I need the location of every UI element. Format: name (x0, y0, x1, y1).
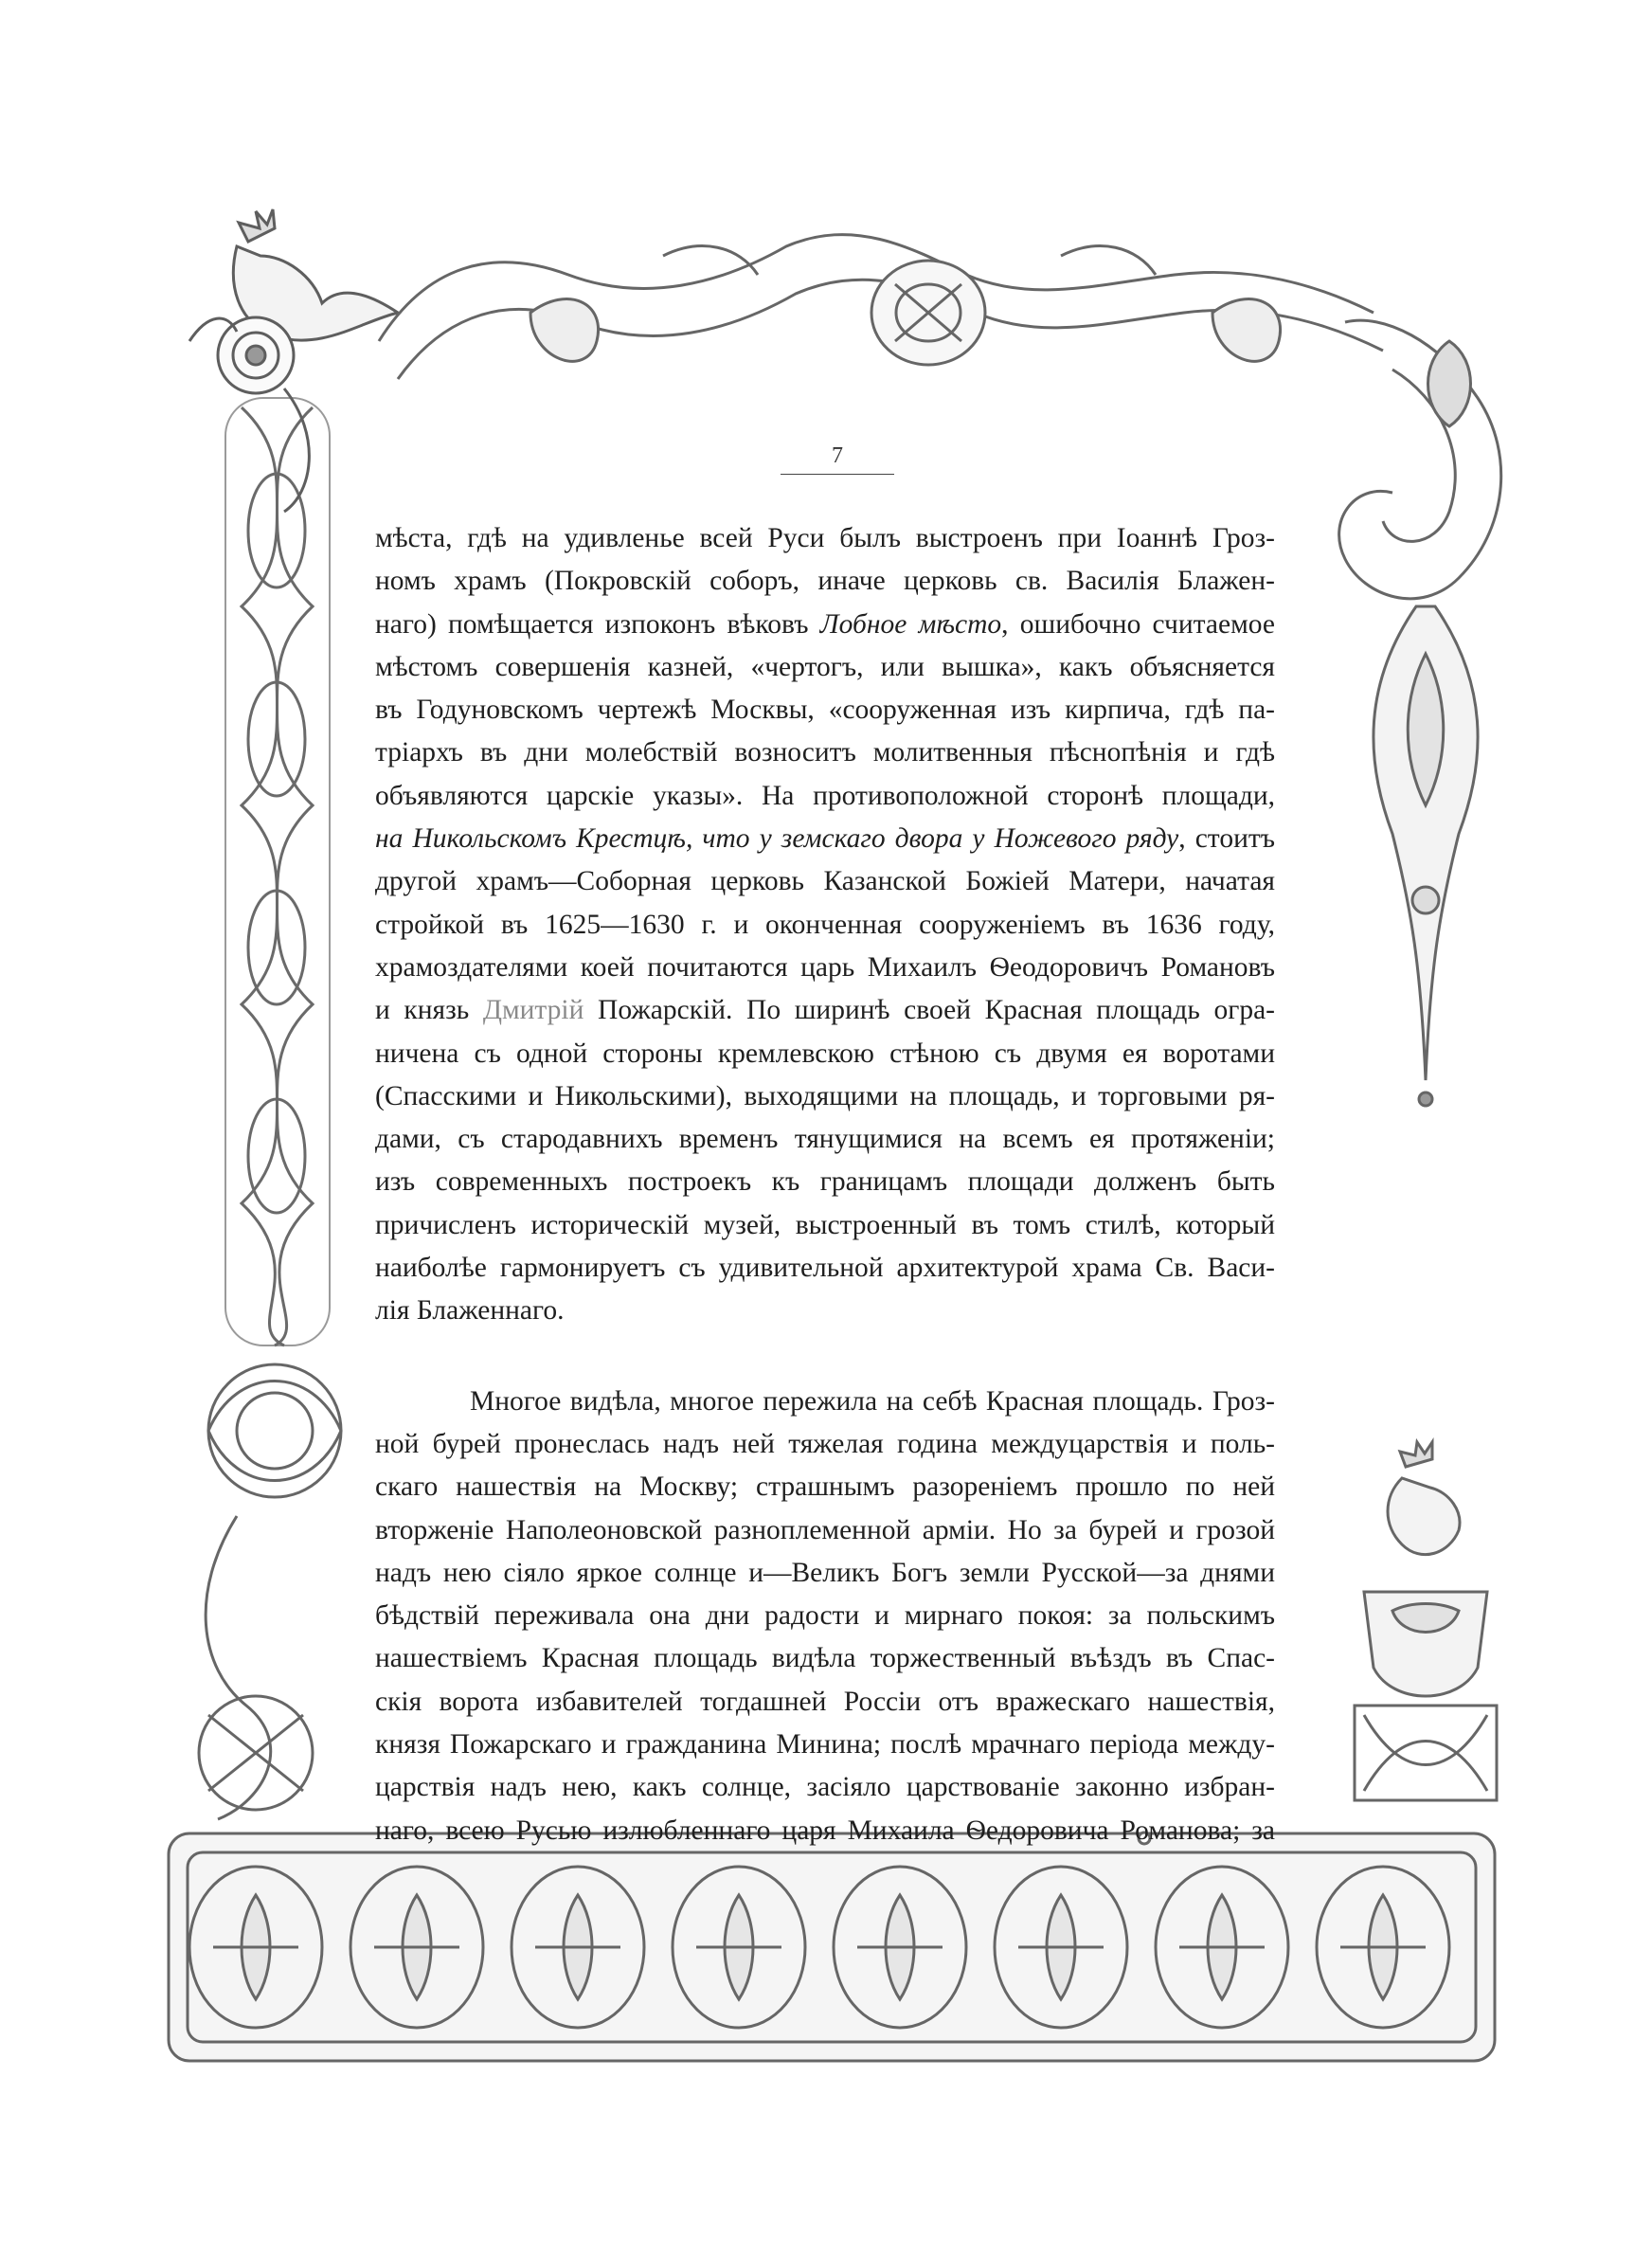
page-number-rule (781, 474, 894, 475)
faded-word: Дмитрій (482, 995, 584, 1026)
text-segment: , ошибочно считаемое (1001, 608, 1275, 640)
text-line: царствія надъ нею, какъ солнце, засіяло царствованіе законно избран- (375, 1772, 1275, 1803)
text-segment: Пожарскій. По ширинѣ своей Красная площадь огра- (584, 995, 1275, 1026)
text-line: нашествіемъ Красная площадь видѣла торжественный въѣздъ въ Спас- (375, 1643, 1275, 1674)
text-segment: наго) помѣщается изпоконъ вѣковъ (375, 608, 820, 640)
text-line: скія ворота избавителей тогдашней Россіи отъ вражескаго нашествія, (375, 1686, 1275, 1717)
top-interlace-band (379, 235, 1383, 379)
text-line: надъ нею сіяло яркое солнце и—Великъ Богъ земли Русской—за днями (375, 1557, 1275, 1588)
paragraph-1 (375, 517, 1275, 1333)
text-line: вторженіе Наполеоновской разноплеменной арміи. Но за бурей и грозой (375, 1514, 1275, 1545)
text-line: лія Блаженнаго. (375, 1295, 565, 1327)
text-line: причисленъ историческій музей, выстроенный въ томъ стилѣ, который (375, 1209, 1275, 1240)
text-line: скаго нашествія на Москву; страшнымъ разореніемъ прошло по ней (375, 1472, 1275, 1503)
text-line: номъ храмъ (Покровскій соборъ, иначе церковь св. Василія Блажен- (375, 566, 1275, 597)
text-line: дами, съ стародавнихъ временъ тянущимися на всемъ ея протяженіи; (375, 1124, 1275, 1155)
paragraph-2 (375, 1381, 1275, 1852)
text-line: объявляются царскіе указы». На противоположной сторонѣ площади, (375, 780, 1275, 811)
italic-phrase: Лобное мѣсто (819, 608, 1002, 640)
text-line: стройкой въ 1625—1630 г. и оконченная сооруженіемъ въ 1636 году, (375, 909, 1275, 940)
text-line (375, 818, 1275, 860)
text-line: мѣстомъ совершенія казней, «чертогъ, или вышка», какъ объясняется (375, 651, 1275, 682)
text-line: въ Годуновскомъ чертежѣ Москвы, «сооруженная изъ кирпича, гдѣ па- (375, 695, 1275, 726)
text-line: мѣста, гдѣ на удивленье всей Руси былъ выстроенъ при Іоаннѣ Гроз- (375, 523, 1275, 553)
text-line: изъ современныхъ построекъ къ границамъ площади долженъ быть (375, 1166, 1275, 1198)
text-line: ной бурей пронеслась надъ ней тяжелая година междуцарствія и поль- (375, 1428, 1275, 1459)
text-line: (Спасскими и Никольскими), выходящими на площадь, и торговыми ря- (375, 1080, 1275, 1111)
right-pendant-ornament (1339, 320, 1501, 1106)
text-line (375, 604, 1275, 646)
italic-phrase: на Никольскомъ Крестцѣ, что у земскаго двора у Ножевого ряду (375, 823, 1179, 855)
text-line: наго, всею Русью излюбленнаго царя Михаила Ѳедоровича Романова; за (375, 1815, 1275, 1846)
text-segment: , стоитъ (1178, 823, 1275, 855)
body-text (375, 517, 1275, 1852)
text-line: Многое видѣла, многое пережила на себѣ Красная площадь. Гроз- (470, 1385, 1275, 1417)
text-segment: и князь (375, 995, 483, 1026)
left-interlace-column (225, 398, 330, 1345)
bottom-ornament-band (169, 1833, 1495, 2061)
text-line: князя Пожарскаго и гражданина Минина; послѣ мрачнаго періода между- (375, 1729, 1275, 1760)
text-line (375, 989, 1275, 1032)
left-lower-knot (199, 1364, 341, 1819)
text-line: тріархъ въ дни молебствій возноситъ молитвенныя пѣснопѣнія и гдѣ (375, 737, 1275, 768)
page-number: 7 (832, 443, 843, 468)
right-bird-pillar (1355, 1442, 1497, 1800)
bird-icon (189, 209, 398, 512)
text-line: ничена съ одной стороны кремлевскою стѣною съ двумя ея воротами (375, 1038, 1275, 1069)
text-line: бѣдствій переживала она дни радости и мирнаго покоя: за польскимъ (375, 1600, 1275, 1632)
text-line: другой храмъ—Соборная церковь Казанской Божіей Матери, начатая (375, 866, 1275, 897)
text-line: наиболѣе гармонируетъ съ удивительной архитектурой храма Св. Васи- (375, 1253, 1275, 1284)
text-line: храмоздателями коей почитаются царь Михаилъ Ѳеодоровичъ Романовъ (375, 951, 1275, 983)
